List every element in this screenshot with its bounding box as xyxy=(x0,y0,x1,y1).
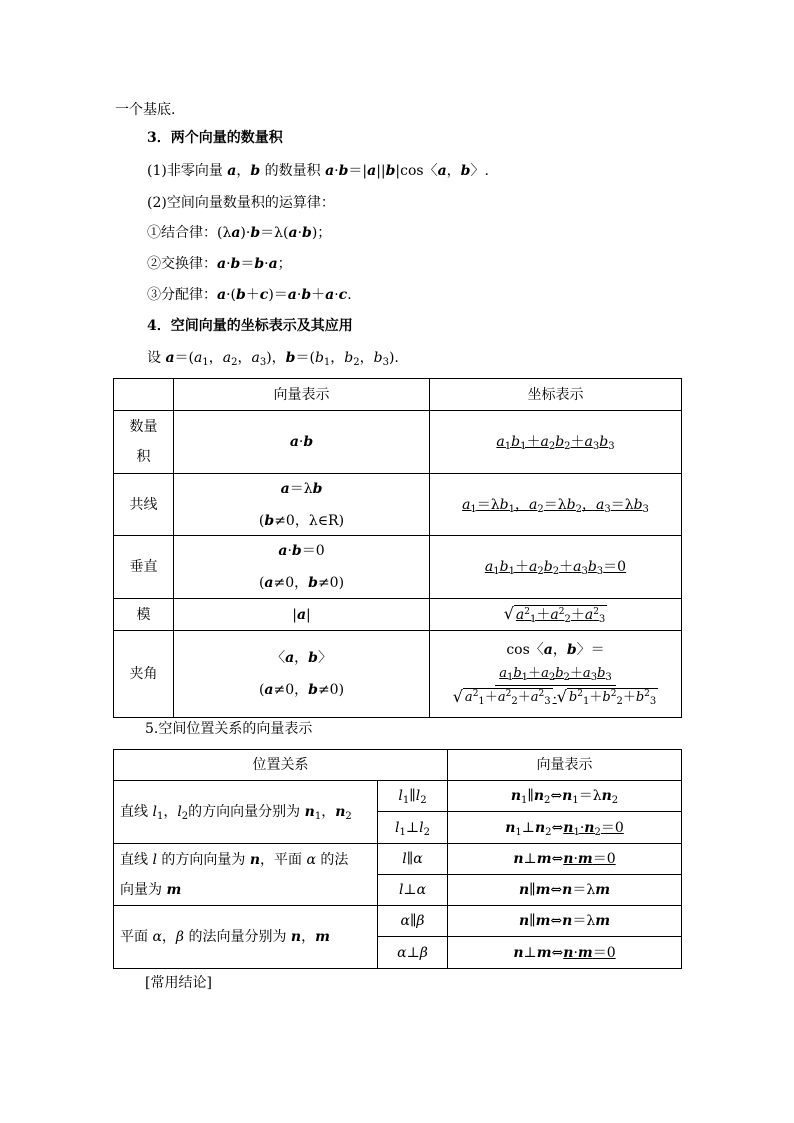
row-label: 数量积 xyxy=(114,411,174,474)
relation: l∥α xyxy=(378,844,448,875)
relation-table-header xyxy=(114,750,682,781)
relation-expr: $n_1\perp n_2\Leftrightarrow n_1\cdot n_2=0$ xyxy=(448,812,682,844)
vector-expr: a＝λb (b≠0，λ∈R) xyxy=(174,474,430,536)
header-coord: 坐标表示 xyxy=(430,379,682,411)
relation: α⊥β xyxy=(378,937,448,969)
vector-expr: |a| xyxy=(174,599,430,631)
relation-row xyxy=(114,844,682,875)
relation-expr: n⊥m⇔n·m＝0 xyxy=(448,844,682,875)
relation-expr: $n_1\parallel n_2\Leftrightarrow n_1=\lambda n_2$ xyxy=(448,781,682,812)
header-position: 位置关系 xyxy=(114,750,448,781)
row-dot-product xyxy=(114,411,682,474)
row-perpendicular xyxy=(114,536,682,599)
header-vector: 向量表示 xyxy=(174,379,430,411)
section4-heading: 4．空间向量的坐标表示及其应用 xyxy=(147,318,353,334)
sec3-p1: (1)非零向量 a，b 的数量积 a·b＝|a||b|cos〈a，b〉. xyxy=(147,163,489,179)
row-magnitude xyxy=(114,599,682,631)
section3-heading: 3．两个向量的数量积 xyxy=(147,130,283,146)
sec3-law2: ②交换律：a·b＝b·a； xyxy=(147,256,292,272)
row-label: 夹角 xyxy=(114,631,174,718)
coord-expr: cos〈a，b〉＝ $a_1b_1+a_2b_2+a_3b_3$ √ $a^2_1+a^2_2+a^2_3$ · √ $b^2_1+b^2_2+b^2_3$ xyxy=(430,631,682,718)
coord-expr: $a_1b_1+a_2b_2+a_3b_3$ xyxy=(430,411,682,474)
relation-expr: n∥m⇔n＝λm xyxy=(448,875,682,906)
vector-expr: a·b xyxy=(174,411,430,474)
coord-expr: $a_1=\lambda b_1$，$a_2=\lambda b_2$，$a_3=\lambda b_3$ xyxy=(430,474,682,536)
header-blank xyxy=(114,379,174,411)
relation-row xyxy=(114,781,682,812)
relation-expr: n⊥m⇔n·m＝0 xyxy=(448,937,682,969)
group-desc-line-plane: 直线 l 的方向向量为 n，平面 α 的法 向量为 m xyxy=(114,844,378,906)
row-label: 模 xyxy=(114,599,174,631)
sec3-law1: ①结合律：(λa)·b＝λ(a·b)； xyxy=(147,225,332,241)
coord-table-header xyxy=(114,379,682,411)
group-desc-lines: 直线 $l_1$，$l_2$的方向向量分别为 $n_1$，$n_2$ xyxy=(114,781,378,844)
intro-tail: 一个基底. xyxy=(115,102,176,118)
sec4-setup: 设 $a=(a_1$，$a_2$，$a_3$)，$b=(b_1$，$b_2$，$b_3$). xyxy=(147,350,399,368)
vector-expr: a·b＝0 (a≠0，b≠0) xyxy=(174,536,430,599)
row-label: 共线 xyxy=(114,474,174,536)
relation: α∥β xyxy=(378,906,448,937)
vector-expr: 〈a，b〉 (a≠0，b≠0) xyxy=(174,631,430,718)
coord-expr: √ $a^2_1+a^2_2+a^2_3$ xyxy=(430,599,682,631)
relation-expr: n∥m⇔n＝λm xyxy=(448,906,682,937)
relation: $l_1\parallel l_2$ xyxy=(378,781,448,812)
relation-row xyxy=(114,906,682,937)
row-angle xyxy=(114,631,682,718)
coord-expr: $a_1b_1+a_2b_2+a_3b_3=0$ xyxy=(430,536,682,599)
row-label: 垂直 xyxy=(114,536,174,599)
sec3-law3: ③分配律：a·(b＋c)＝a·b＋a·c. xyxy=(147,287,352,303)
header-vector: 向量表示 xyxy=(448,750,682,781)
common-conclusions-label: [常用结论] xyxy=(145,975,212,991)
coordinate-table xyxy=(113,378,682,718)
relation: $l_1\perp l_2$ xyxy=(378,812,448,844)
relation: l⊥α xyxy=(378,875,448,906)
row-collinear xyxy=(114,474,682,536)
sec3-p2: (2)空间向量数量积的运算律： xyxy=(147,195,335,211)
group-desc-planes: 平面 α，β 的法向量分别为 n，m xyxy=(114,906,378,969)
section5-heading: 5.空间位置关系的向量表示 xyxy=(145,721,313,737)
position-relation-table xyxy=(113,749,682,969)
